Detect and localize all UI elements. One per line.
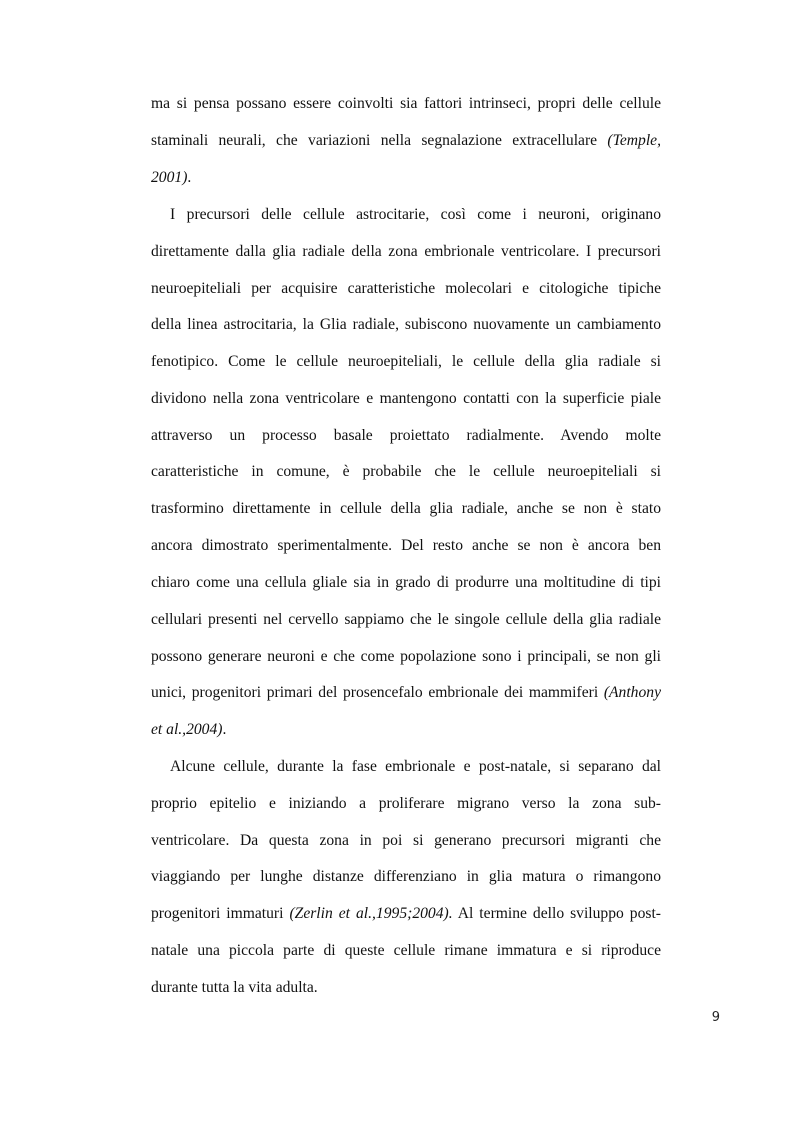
page-number: 9 xyxy=(711,1010,720,1025)
text-line xyxy=(151,132,661,150)
citation: (Anthony xyxy=(603,684,661,701)
text-line xyxy=(151,574,661,592)
line-text: chiaro come una cellula gliale sia in grado di produrre una moltitudine di tipi xyxy=(151,574,661,591)
line-text: I precursori delle cellule astrocitarie, così come i neuroni, originano xyxy=(170,206,661,223)
line-text: caratteristiche in comune, è probabile che le cellule neuroepiteliali si xyxy=(151,463,661,480)
text-line xyxy=(151,169,661,187)
line-text: proprio epitelio e iniziando a proliferare migrano verso la zona sub- xyxy=(151,795,661,812)
line-text: direttamente dalla glia radiale della zona embrionale ventricolare. I precursori xyxy=(151,243,661,260)
line-text: natale una piccola parte di queste cellule rimane immatura e si riproduce xyxy=(151,942,661,959)
text-line xyxy=(170,758,661,776)
line-text: attraverso un processo basale proiettato radialmente. Avendo molte xyxy=(151,427,661,444)
line-text: trasformino direttamente in cellule della glia radiale, anche se non è stato xyxy=(151,500,661,517)
text-line xyxy=(151,243,661,261)
text-line xyxy=(151,500,661,518)
line-text: staminali neurali, che variazioni nella segnalazione extracellulare xyxy=(151,132,608,149)
text-line xyxy=(151,611,661,629)
text-line xyxy=(151,390,661,408)
line-text: Alcune cellule, durante la fase embrionale e post-natale, si separano dal xyxy=(170,758,661,775)
text-line xyxy=(151,684,661,702)
line-text: dividono nella zona ventricolare e mantengono contatti con la superficie piale xyxy=(151,390,661,407)
line-text: cellulari presenti nel cervello sappiamo che le singole cellule della glia radiale xyxy=(151,611,661,628)
text-line xyxy=(151,537,661,555)
line-text: ventricolare. Da questa zona in poi si generano precursori migranti che xyxy=(151,832,661,849)
line-text: Al termine dello sviluppo post- xyxy=(452,905,661,922)
line-text: ma si pensa possano essere coinvolti sia fattori intrinseci, propri delle cellule xyxy=(151,95,661,112)
text-line xyxy=(151,942,661,960)
line-text: ancora dimostrato sperimentalmente. Del resto anche se non è ancora ben xyxy=(151,537,661,554)
line-text: unici, progenitori primari del prosencefalo embrionale dei mammiferi xyxy=(151,684,604,701)
text-line xyxy=(151,95,661,113)
line-text: della linea astrocitaria, la Glia radiale, subiscono nuovamente un cambiamento xyxy=(151,316,661,333)
line-text: . xyxy=(187,169,192,186)
text-line xyxy=(151,832,661,850)
citation: et al.,2004) xyxy=(151,721,223,738)
citation: 2001) xyxy=(151,169,188,186)
text-line xyxy=(151,905,661,923)
line-text: possono generare neuroni e che come popolazione sono i principali, se non gli xyxy=(151,648,661,665)
line-text: progenitori immaturi xyxy=(151,905,290,922)
text-line xyxy=(151,648,661,666)
text-line xyxy=(151,721,661,739)
text-line xyxy=(170,206,661,224)
text-line xyxy=(151,353,661,371)
text-line xyxy=(151,979,661,997)
line-text: . xyxy=(222,721,227,738)
citation: (Zerlin et al.,1995;2004). xyxy=(289,905,453,922)
line-text: fenotipico. Come le cellule neuroepiteliali, le cellule della glia radiale si xyxy=(151,353,661,370)
text-line xyxy=(151,868,661,886)
text-line xyxy=(151,316,661,334)
text-line xyxy=(151,463,661,481)
line-text: viaggiando per lunghe distanze differenziano in glia matura o rimangono xyxy=(151,868,661,885)
text-line xyxy=(151,280,661,298)
text-line xyxy=(151,427,661,445)
text-line xyxy=(151,795,661,813)
citation: (Temple, xyxy=(607,132,661,149)
line-text: neuroepiteliali per acquisire caratteristiche molecolari e citologiche tipiche xyxy=(151,280,661,297)
line-text: durante tutta la vita adulta. xyxy=(151,979,318,996)
